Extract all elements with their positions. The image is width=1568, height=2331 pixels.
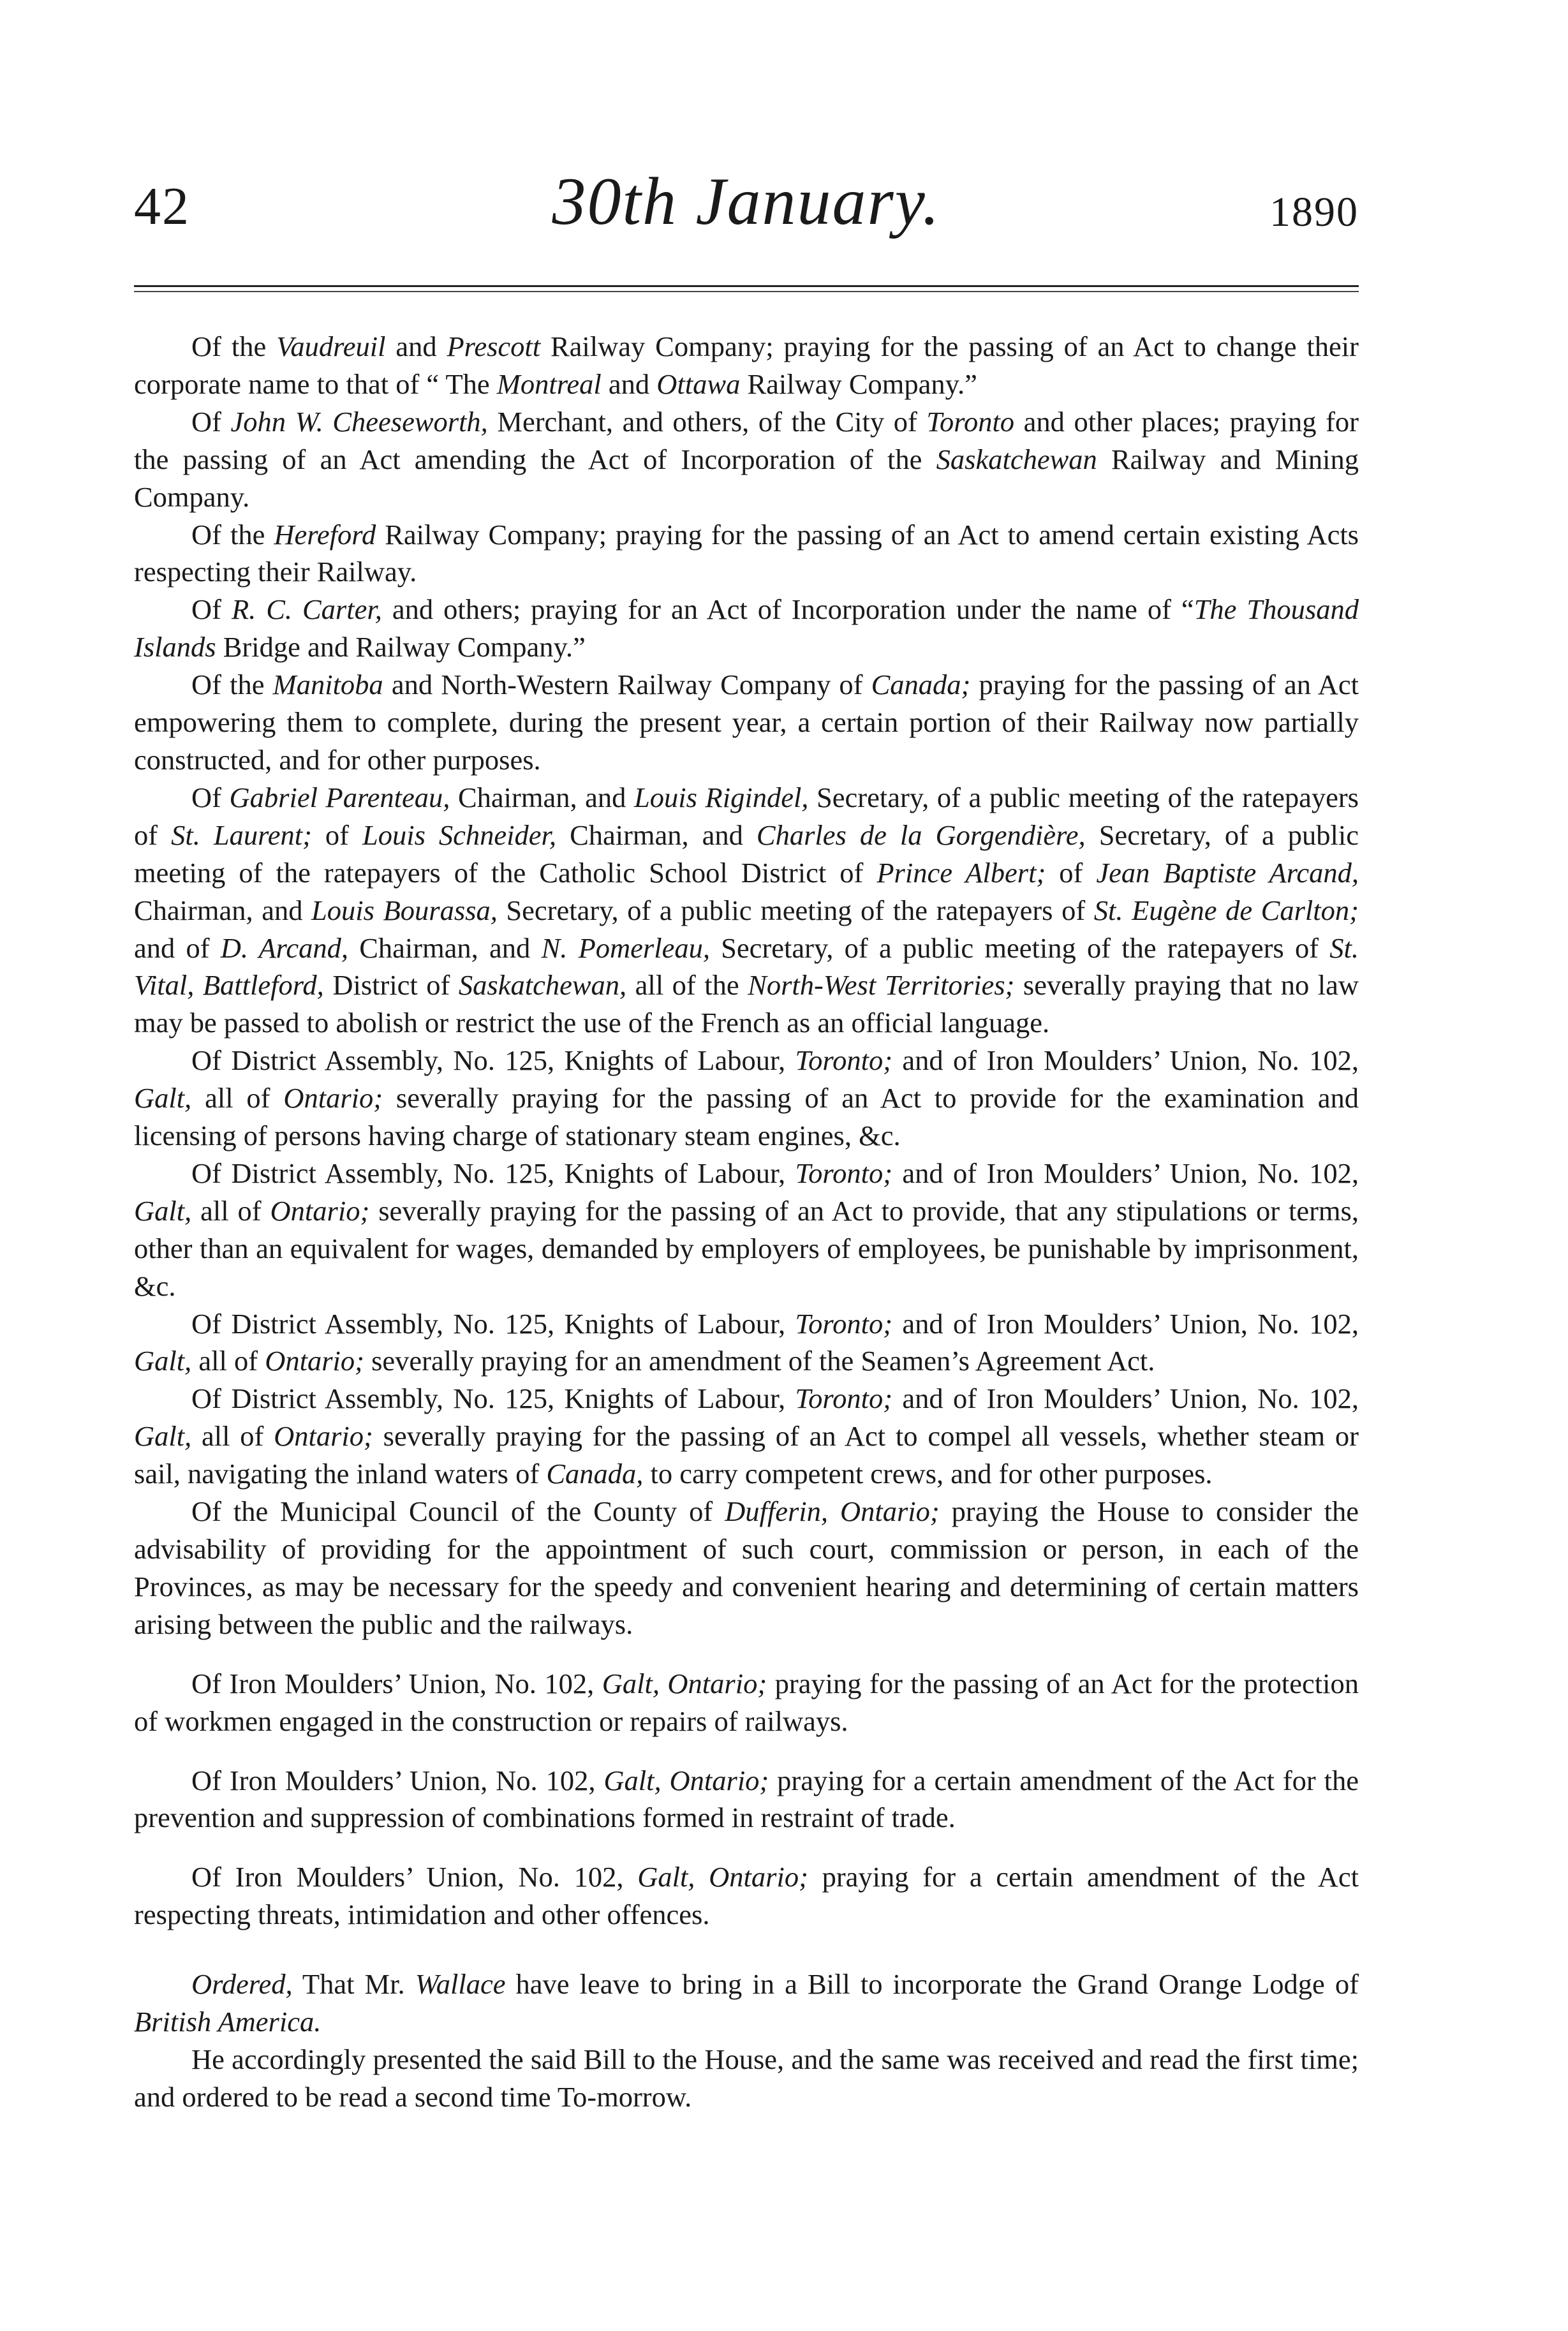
text-run: all of the <box>626 969 748 1002</box>
petition-paragraph <box>134 1042 1359 1155</box>
text-run: praying the House to consider the advisability of providing for the appointment of such court, commission or person, in each of the Provinces, as may be necessary for the speedy and convenient hearing and determining of certain matters arising between the public and the railways. <box>134 1495 1359 1640</box>
italic-text-run: Louis Schneider, <box>362 818 557 851</box>
text-run: to carry competent crews, and for other purposes. <box>643 1458 1213 1490</box>
text-run: Of the Municipal Council of the County of <box>191 1495 725 1528</box>
petition-paragraph <box>134 779 1359 1042</box>
italic-text-run: Charles de la Gorgendière, <box>756 818 1086 851</box>
text-run: Of Iron Moulders’ Union, No. 102, <box>191 1764 604 1796</box>
text-run: That Mr. <box>292 1968 415 2001</box>
page-date: 30th January. <box>552 164 941 239</box>
italic-text-run: Louis Bourassa, <box>311 894 498 926</box>
journal-body <box>134 328 1359 2116</box>
italic-text-run: Prescott <box>447 330 541 362</box>
italic-text-run: St. Laurent; <box>171 818 312 851</box>
text-run: praying for a certain amendment of the Act respecting threats, intimidation and other offences. <box>134 1861 1359 1931</box>
italic-text-run: Canada, <box>546 1458 644 1490</box>
text-run: all of <box>191 1082 284 1114</box>
text-run: Secretary, of a public meeting of the ratepayers of the Catholic School District of <box>134 818 1359 889</box>
text-run: and of Iron Moulders’ Union, No. 102, <box>892 1157 1359 1189</box>
italic-text-run: Vaudreuil <box>276 330 386 362</box>
text-run: Of the <box>191 330 277 362</box>
page-number: 42 <box>134 177 190 236</box>
text-run: and North-Western Railway Company of <box>383 669 871 701</box>
text-run: Chairman, and <box>556 818 757 851</box>
italic-text-run: Ontario; <box>283 1082 383 1114</box>
text-run: Chairman, and <box>134 894 312 926</box>
italic-text-run: N. Pomerleau, <box>541 931 710 964</box>
italic-text-run: Wallace <box>415 1968 506 2001</box>
italic-text-run: Ordered, <box>191 1968 293 2001</box>
italic-text-run: Gabriel Parenteau, <box>229 781 450 813</box>
text-run: praying for a certain amendment of the Act for the prevention and suppression of combinations formed in restraint of trade. <box>134 1764 1359 1834</box>
text-run: Railway Company; praying for the passing of an Act to amend certain existing Acts respecting their Railway. <box>134 518 1359 588</box>
italic-text-run: Dufferin, Ontario; <box>725 1495 940 1528</box>
italic-text-run: John W. Cheeseworth, <box>230 405 488 438</box>
italic-text-run: Canada; <box>871 669 971 701</box>
italic-text-run: North-West Territories; <box>748 969 1015 1002</box>
italic-text-run: D. Arcand, <box>220 931 348 964</box>
text-run: Railway Company.” <box>740 367 977 400</box>
text-run: Of <box>191 781 230 813</box>
text-run: He accordingly presented the said Bill to the House, and the same was received and read the first time; and ordered to be read a second time To-morrow. <box>134 2043 1359 2113</box>
italic-text-run: Galt, Ontario; <box>603 1764 769 1796</box>
text-run: Merchant, and others, of the City of <box>487 405 927 438</box>
text-run: Of <box>191 405 231 438</box>
text-run: Of the <box>191 518 274 551</box>
petition-paragraph <box>134 591 1359 666</box>
italic-text-run: Jean Baptiste Arcand, <box>1096 856 1359 889</box>
italic-text-run: Galt, <box>134 1082 192 1114</box>
text-run: and of Iron Moulders’ Union, No. 102, <box>892 1382 1359 1415</box>
italic-text-run: St. Vital, Battleford, <box>134 931 1359 1002</box>
running-header <box>134 163 1359 258</box>
text-run: have leave to bring in a Bill to incorporate the Grand Orange Lodge of <box>505 1968 1359 2001</box>
text-run: Of District Assembly, No. 125, Knights of Labour, <box>191 1307 795 1340</box>
text-run: Chairman, and <box>450 781 635 813</box>
petition-paragraph <box>134 516 1359 591</box>
text-run: of <box>1046 856 1097 889</box>
italic-text-run: Saskatchewan, <box>458 969 627 1002</box>
italic-text-run: Galt, <box>134 1420 192 1453</box>
petition-paragraph <box>134 1155 1359 1305</box>
italic-text-run: Galt, Ontario; <box>602 1667 767 1699</box>
italic-text-run: Toronto <box>926 405 1015 438</box>
document-page <box>134 163 1359 2116</box>
italic-text-run: Galt, <box>134 1345 192 1377</box>
text-run: severally praying that no law may be passed to abolish or restrict the use of the French as an official language. <box>134 969 1359 1039</box>
text-run: and other places; praying for the passing of an Act amending the Act of Incorporation of the <box>134 405 1359 475</box>
text-run: severally praying for an amendment of the Seamen’s Agreement Act. <box>364 1345 1155 1377</box>
italic-text-run: R. C. Carter, <box>231 593 382 626</box>
text-run: and of Iron Moulders’ Union, No. 102, <box>892 1044 1359 1077</box>
header-rule-secondary <box>134 291 1359 292</box>
italic-text-run: Hereford <box>274 518 376 551</box>
text-run: Railway and Mining Company. <box>134 443 1359 513</box>
italic-text-run: Toronto; <box>795 1307 893 1340</box>
italic-text-run: Galt, Ontario; <box>637 1861 808 1893</box>
text-run: and <box>601 367 657 400</box>
petition-paragraph <box>134 403 1359 516</box>
text-run: severally praying for the passing of an Act to provide, that any stipulations or terms, other than an equivalent for wages, demanded by employers of employees, be punishable by imprisonment, &c. <box>134 1194 1359 1302</box>
text-run: all of <box>191 1345 265 1377</box>
italic-text-run: British America. <box>134 2006 322 2038</box>
text-run: severally praying for the passing of an Act to compel all vessels, whether steam or sail, navigating the inland waters of <box>134 1420 1359 1490</box>
text-run: all of <box>191 1194 270 1227</box>
page-year: 1890 <box>1269 189 1359 235</box>
text-run: Bridge and Railway Company.” <box>216 631 586 663</box>
italic-text-run: Toronto; <box>795 1157 893 1189</box>
text-run: Chairman, and <box>348 931 542 964</box>
italic-text-run: Ontario; <box>265 1345 364 1377</box>
petition-paragraph <box>134 1380 1359 1493</box>
text-run: Of Iron Moulders’ Union, No. 102, <box>191 1667 602 1699</box>
petition-paragraph <box>134 1305 1359 1380</box>
text-run: Of District Assembly, No. 125, Knights of Labour, <box>191 1157 795 1189</box>
text-run: Secretary, of a public meeting of the ratepayers of <box>497 894 1094 926</box>
italic-text-run: Ottawa <box>656 367 741 400</box>
petition-paragraph <box>134 328 1359 403</box>
italic-text-run: Montreal <box>496 367 602 400</box>
petition-paragraph <box>134 1858 1359 1934</box>
italic-text-run: Toronto; <box>795 1382 893 1415</box>
text-run: Of Iron Moulders’ Union, No. 102, <box>191 1861 638 1893</box>
text-run: Of District Assembly, No. 125, Knights of Labour, <box>191 1382 795 1415</box>
text-run: Of District Assembly, No. 125, Knights of Labour, <box>191 1044 795 1077</box>
text-run: severally praying for the passing of an Act to provide for the examination and licensing of persons having charge of stationary steam engines, &c. <box>134 1082 1359 1152</box>
petition-paragraph <box>134 1493 1359 1643</box>
text-run: and <box>385 330 447 362</box>
order-paragraph <box>134 1965 1359 2041</box>
italic-text-run: Prince Albert; <box>876 856 1046 889</box>
text-run: Of the <box>191 669 273 701</box>
italic-text-run: Saskatchewan <box>936 443 1097 475</box>
italic-text-run: Manitoba <box>272 669 383 701</box>
text-run: praying for the passing of an Act empowering them to complete, during the present year, a certain portion of their Railway now partially constructed, and for other purposes. <box>134 669 1359 776</box>
text-run: and others; praying for an Act of Incorporation under the name of “ <box>381 593 1194 626</box>
order-paragraph <box>134 2041 1359 2116</box>
text-run: of <box>311 818 362 851</box>
text-run: Secretary, of a public meeting of the ratepayers of <box>709 931 1330 964</box>
italic-text-run: St. Eugène de Carlton; <box>1093 894 1359 926</box>
petition-paragraph <box>134 666 1359 779</box>
italic-text-run: The Thousand Islands <box>134 593 1359 663</box>
text-run: praying for the passing of an Act for the protection of workmen engaged in the construction or repairs of railways. <box>134 1667 1359 1737</box>
text-run: Railway Company; praying for the passing of an Act to change their corporate name to that of “ The <box>134 330 1359 400</box>
text-run: Of <box>191 593 232 626</box>
italic-text-run: Toronto; <box>795 1044 893 1077</box>
petition-paragraph <box>134 1665 1359 1740</box>
petition-paragraph <box>134 1762 1359 1837</box>
text-run: and of <box>134 931 221 964</box>
italic-text-run: Ontario; <box>270 1194 370 1227</box>
header-rule <box>134 285 1359 287</box>
text-run: all of <box>191 1420 274 1453</box>
italic-text-run: Ontario; <box>274 1420 373 1453</box>
text-run: and of Iron Moulders’ Union, No. 102, <box>892 1307 1359 1340</box>
text-run: Secretary, of a public meeting of the ratepayers of <box>134 781 1359 851</box>
italic-text-run: Galt, <box>134 1194 192 1227</box>
italic-text-run: Louis Rigindel, <box>634 781 809 813</box>
text-run: District of <box>323 969 459 1002</box>
